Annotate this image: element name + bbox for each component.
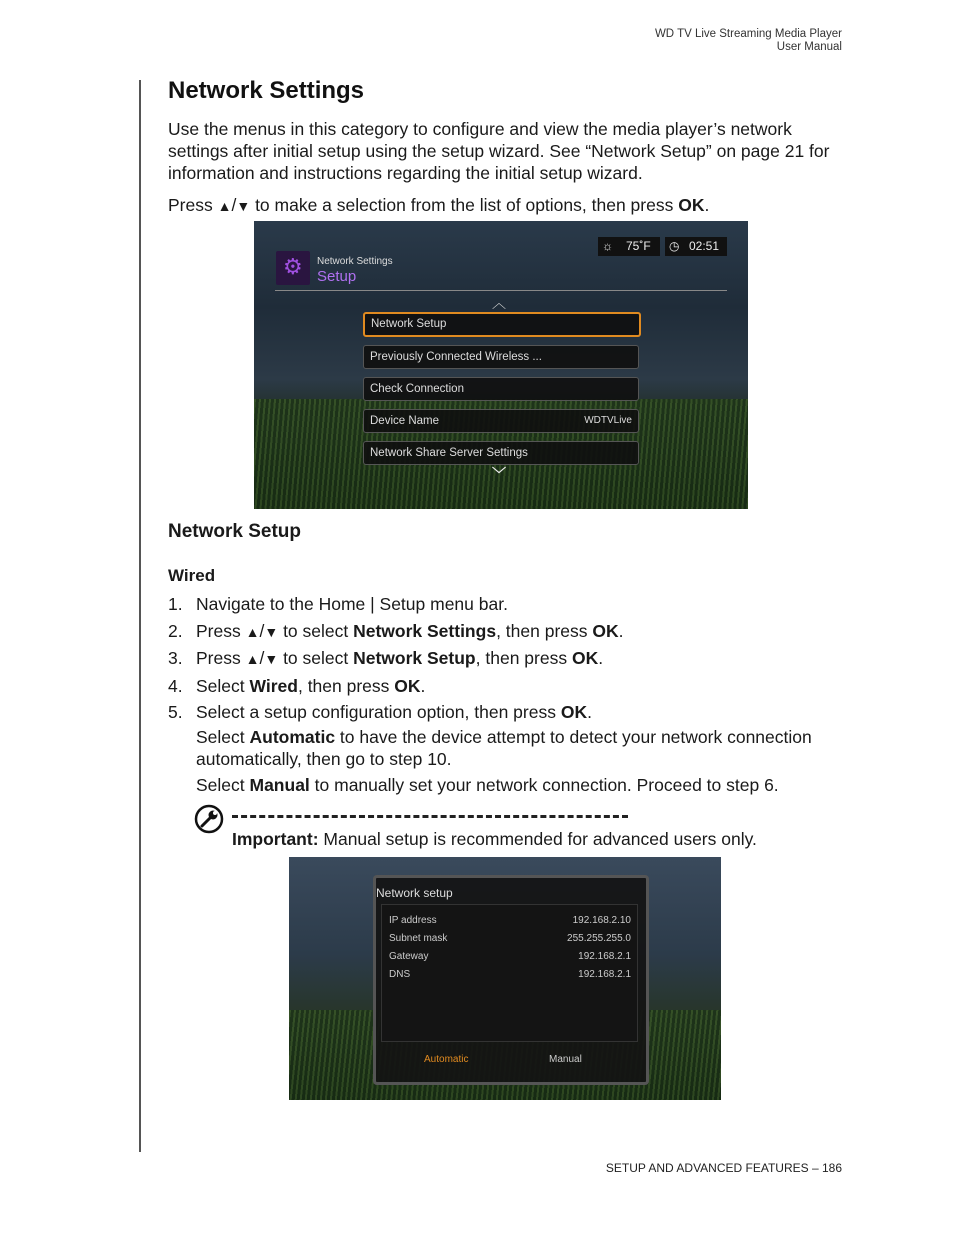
- screen-subtitle: Network Settings: [317, 256, 393, 267]
- menu-item-network-setup[interactable]: Network Setup: [363, 312, 641, 337]
- network-setup-dialog: [373, 875, 649, 1085]
- header-subtitle: User Manual: [776, 41, 842, 53]
- up-arrow-icon: ▲: [245, 651, 260, 667]
- down-arrow-icon: ▼: [236, 198, 251, 214]
- menu-item-share-server[interactable]: Network Share Server Settings: [363, 441, 639, 465]
- menu-item-previously-connected[interactable]: Previously Connected Wireless ...: [363, 345, 639, 369]
- screen-title: Setup: [317, 268, 357, 285]
- automatic-button[interactable]: Automatic: [424, 1054, 469, 1065]
- press-paragraph: Press ▲/▼ to make a selection from the list of options, then press OK.: [168, 195, 710, 215]
- page-header: [655, 28, 842, 54]
- clock-icon: ◷: [669, 239, 680, 253]
- step-4: 4. Select Wired, then press OK.: [168, 675, 426, 696]
- clock-widget: [665, 237, 727, 256]
- weather-widget: [598, 237, 660, 256]
- weather-icon: ☼: [602, 239, 613, 253]
- manual-option-text: Select Manual to manually set your network connection. Proceed to step 6.: [196, 775, 779, 795]
- down-arrow-icon: ▼: [264, 623, 279, 640]
- step-3: 3. Press ▲/▼ to select Network Setup, then press OK.: [168, 648, 604, 668]
- subsection-subtitle: Wired: [168, 566, 216, 585]
- wrench-icon: [194, 804, 224, 834]
- section-title: Network Settings: [168, 77, 365, 104]
- up-arrow-icon: ▲: [245, 623, 260, 640]
- step-list: [168, 593, 848, 728]
- divider: [275, 290, 727, 291]
- step-5: 5. Select a setup configuration option, then press OK.: [168, 702, 592, 722]
- time: 02:51: [689, 239, 720, 253]
- step-1: 1. Navigate to the Home | Setup menu bar.: [168, 594, 508, 614]
- subsection-title: Network Setup: [168, 521, 302, 542]
- step-2: 2. Press ▲/▼ to select Network Settings, then press OK.: [168, 620, 624, 641]
- menu-item-device-name[interactable]: Device Name WDTVLive: [363, 409, 639, 433]
- margin-rule: [139, 80, 141, 1152]
- manual-button[interactable]: Manual: [549, 1054, 582, 1065]
- intro-paragraph: Use the menus in this category to configure and view the media player’s network settings after initial setup using the setup wizard. See “Network Setup” on page 21 for information and instructions regarding the initial setup wizard.: [168, 119, 830, 183]
- down-arrow-icon: ▼: [264, 651, 279, 667]
- page-footer: SETUP AND ADVANCED FEATURES – 186: [605, 1161, 842, 1175]
- setup-menu-screenshot: [254, 221, 748, 509]
- scroll-down-icon[interactable]: ﹀: [492, 466, 506, 482]
- header-title: WD TV Live Streaming Media Player: [654, 28, 842, 40]
- dialog-title: Network setup: [376, 886, 453, 900]
- network-setup-screenshot: [289, 857, 721, 1100]
- up-arrow-icon: ▲: [217, 198, 232, 214]
- scroll-up-icon[interactable]: ︿: [492, 295, 506, 311]
- menu-item-check-connection[interactable]: Check Connection: [363, 377, 639, 401]
- note-divider: [232, 815, 628, 818]
- important-note: Important: Manual setup is recommended for advanced users only.: [232, 829, 757, 849]
- network-info-panel: IP address 192.168.2.10 Subnet mask 255.255.255.0 Gateway 192.168.2.1 DNS 192.168.2.1: [381, 904, 638, 1042]
- gear-icon: ⚙: [276, 251, 310, 285]
- section-intro: [168, 76, 848, 217]
- temperature: 75˚F: [626, 239, 651, 253]
- automatic-option-text: Select Automatic to have the device attempt to detect your network connection automatically, then go to step 10.: [196, 727, 812, 769]
